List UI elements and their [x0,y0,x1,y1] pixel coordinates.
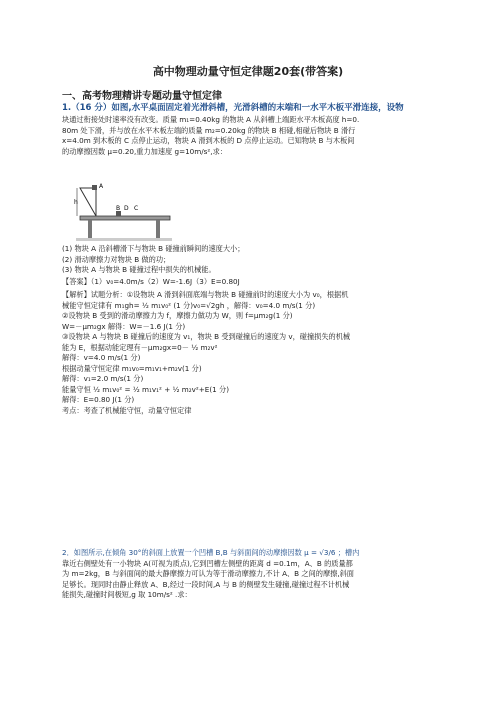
label-a: A [99,183,104,190]
analysis-line: 解得：E=0.80 J(1 分) [62,395,135,404]
answer-line: 【答案】（1）v₀=4.0m/s（2）W=-1.6J（3）E=0.80J [62,277,240,286]
problem2-line: 能损失,碰撞时间极短,g 取 10m/s² .求： [62,590,192,599]
problem2-line: 足够长。现同时由静止释放 A、B,经过一段时间,A 与 B 的侧壁发生碰撞,碰撞过程不计机械 [62,579,350,589]
label-b: B [116,205,121,212]
problem1-figure [74,180,174,242]
section-heading: 一、高考物理精讲专题动量守恒定律 [62,91,222,102]
analysis-block [62,290,434,416]
analysis-line: 解得：v=4.0 m/s(1 分) [62,353,141,362]
problem2-line: 2．如图所示,在倾角 30°的斜面上放置一个凹槽 B,B 与斜面间的动摩擦因数 μ = √3/6 ；槽内 [62,548,360,557]
problem2-line: 靠近右侧壁处有一小物块 A(可视为质点),它到凹槽左侧壁的距离 d =0.1m，A、B 的质量都 [62,558,353,568]
label-c: C [134,205,139,212]
page-title: 高中物理动量守恒定律题20套(带答案) [152,65,344,78]
analysis-line: ②设物块 B 受到的滑动摩擦力为 f，摩擦力做功为 W，则 f=μm₂g(1 分) [62,311,293,320]
problem1-line: 的动摩擦因数 μ=0.20,重力加速度 g=10m/s²,求： [62,146,227,156]
question-list [62,244,434,276]
subsection-heading: 1.（16 分）如图,水平桌面固定着光滑斜槽，光滑斜槽的末端和一水平木板平滑连接，设物 [62,103,404,113]
analysis-line: 根据动量守恒定律 m₁v₀=m₁v₁+m₂v(1 分) [62,363,202,373]
question-item: (1) 物块 A 沿斜槽滑下与物块 B 碰撞前瞬间的速度大小； [62,244,245,253]
analysis-line: 解得：v₁=2.0 m/s(1 分) [62,374,144,383]
label-h: h [74,199,78,206]
analysis-line: 能为 E，根据动能定理有－μm₂gx=0－ ½ m₂v² [62,342,218,352]
problem2-line: 为 m=2kg，B 与斜面间的最大静摩擦力可认为等于滑动摩擦力,不计 A、B 之间的摩擦,斜面 [62,569,354,578]
problem1-line: x=4.0m 到木板的 C 点停止运动，物块 A 滑到木板的 D 点停止运动。已知物块 B 与木板间 [62,136,355,145]
problem2-text [62,548,434,601]
analysis-line: 【解析】试题分析：①设物块 A 滑到斜面底端与物块 B 碰撞前时的速度大小为 v₀，根据机 [62,290,349,299]
question-item: (3) 物块 A 与物块 B 碰撞过程中损失的机械能。 [62,265,216,274]
analysis-line: 械能守恒定律有 m₁gh= ½ m₁v₀² (1 分)v₀=√2gh ，解得：v₀=4.0 m/s(1 分) [62,300,316,310]
label-d: D [124,205,129,212]
analysis-line: 考点：考查了机械能守恒，动量守恒定律 [62,405,192,415]
question-item: (2) 滑动摩擦力对物块 B 做的功； [62,254,171,264]
problem1-line: 80m 处下滑，并与放在水平木板左端的质量 m₂=0.20kg 的物块 B 相碰,相碰后物块 B 滑行 [62,125,356,135]
analysis-line: ③设物块 A 与物块 B 碰撞后的速度为 v₁，物块 B 受到碰撞后的速度为 v，碰撞损失的机械 [62,332,351,341]
analysis-line: 能量守恒 ½ m₁v₀² = ½ m₁v₁² + ½ m₂v²+E(1 分) [62,384,230,394]
analysis-line: W=－μm₂gx 解得：W=－1.6 J(1 分) [62,321,186,331]
problem1-line: 块通过衔接处时速率没有改变。质量 m₁=0.40kg 的物块 A 从斜槽上端距水平木板高度 h=0. [62,115,360,124]
problem1-text [62,115,434,157]
